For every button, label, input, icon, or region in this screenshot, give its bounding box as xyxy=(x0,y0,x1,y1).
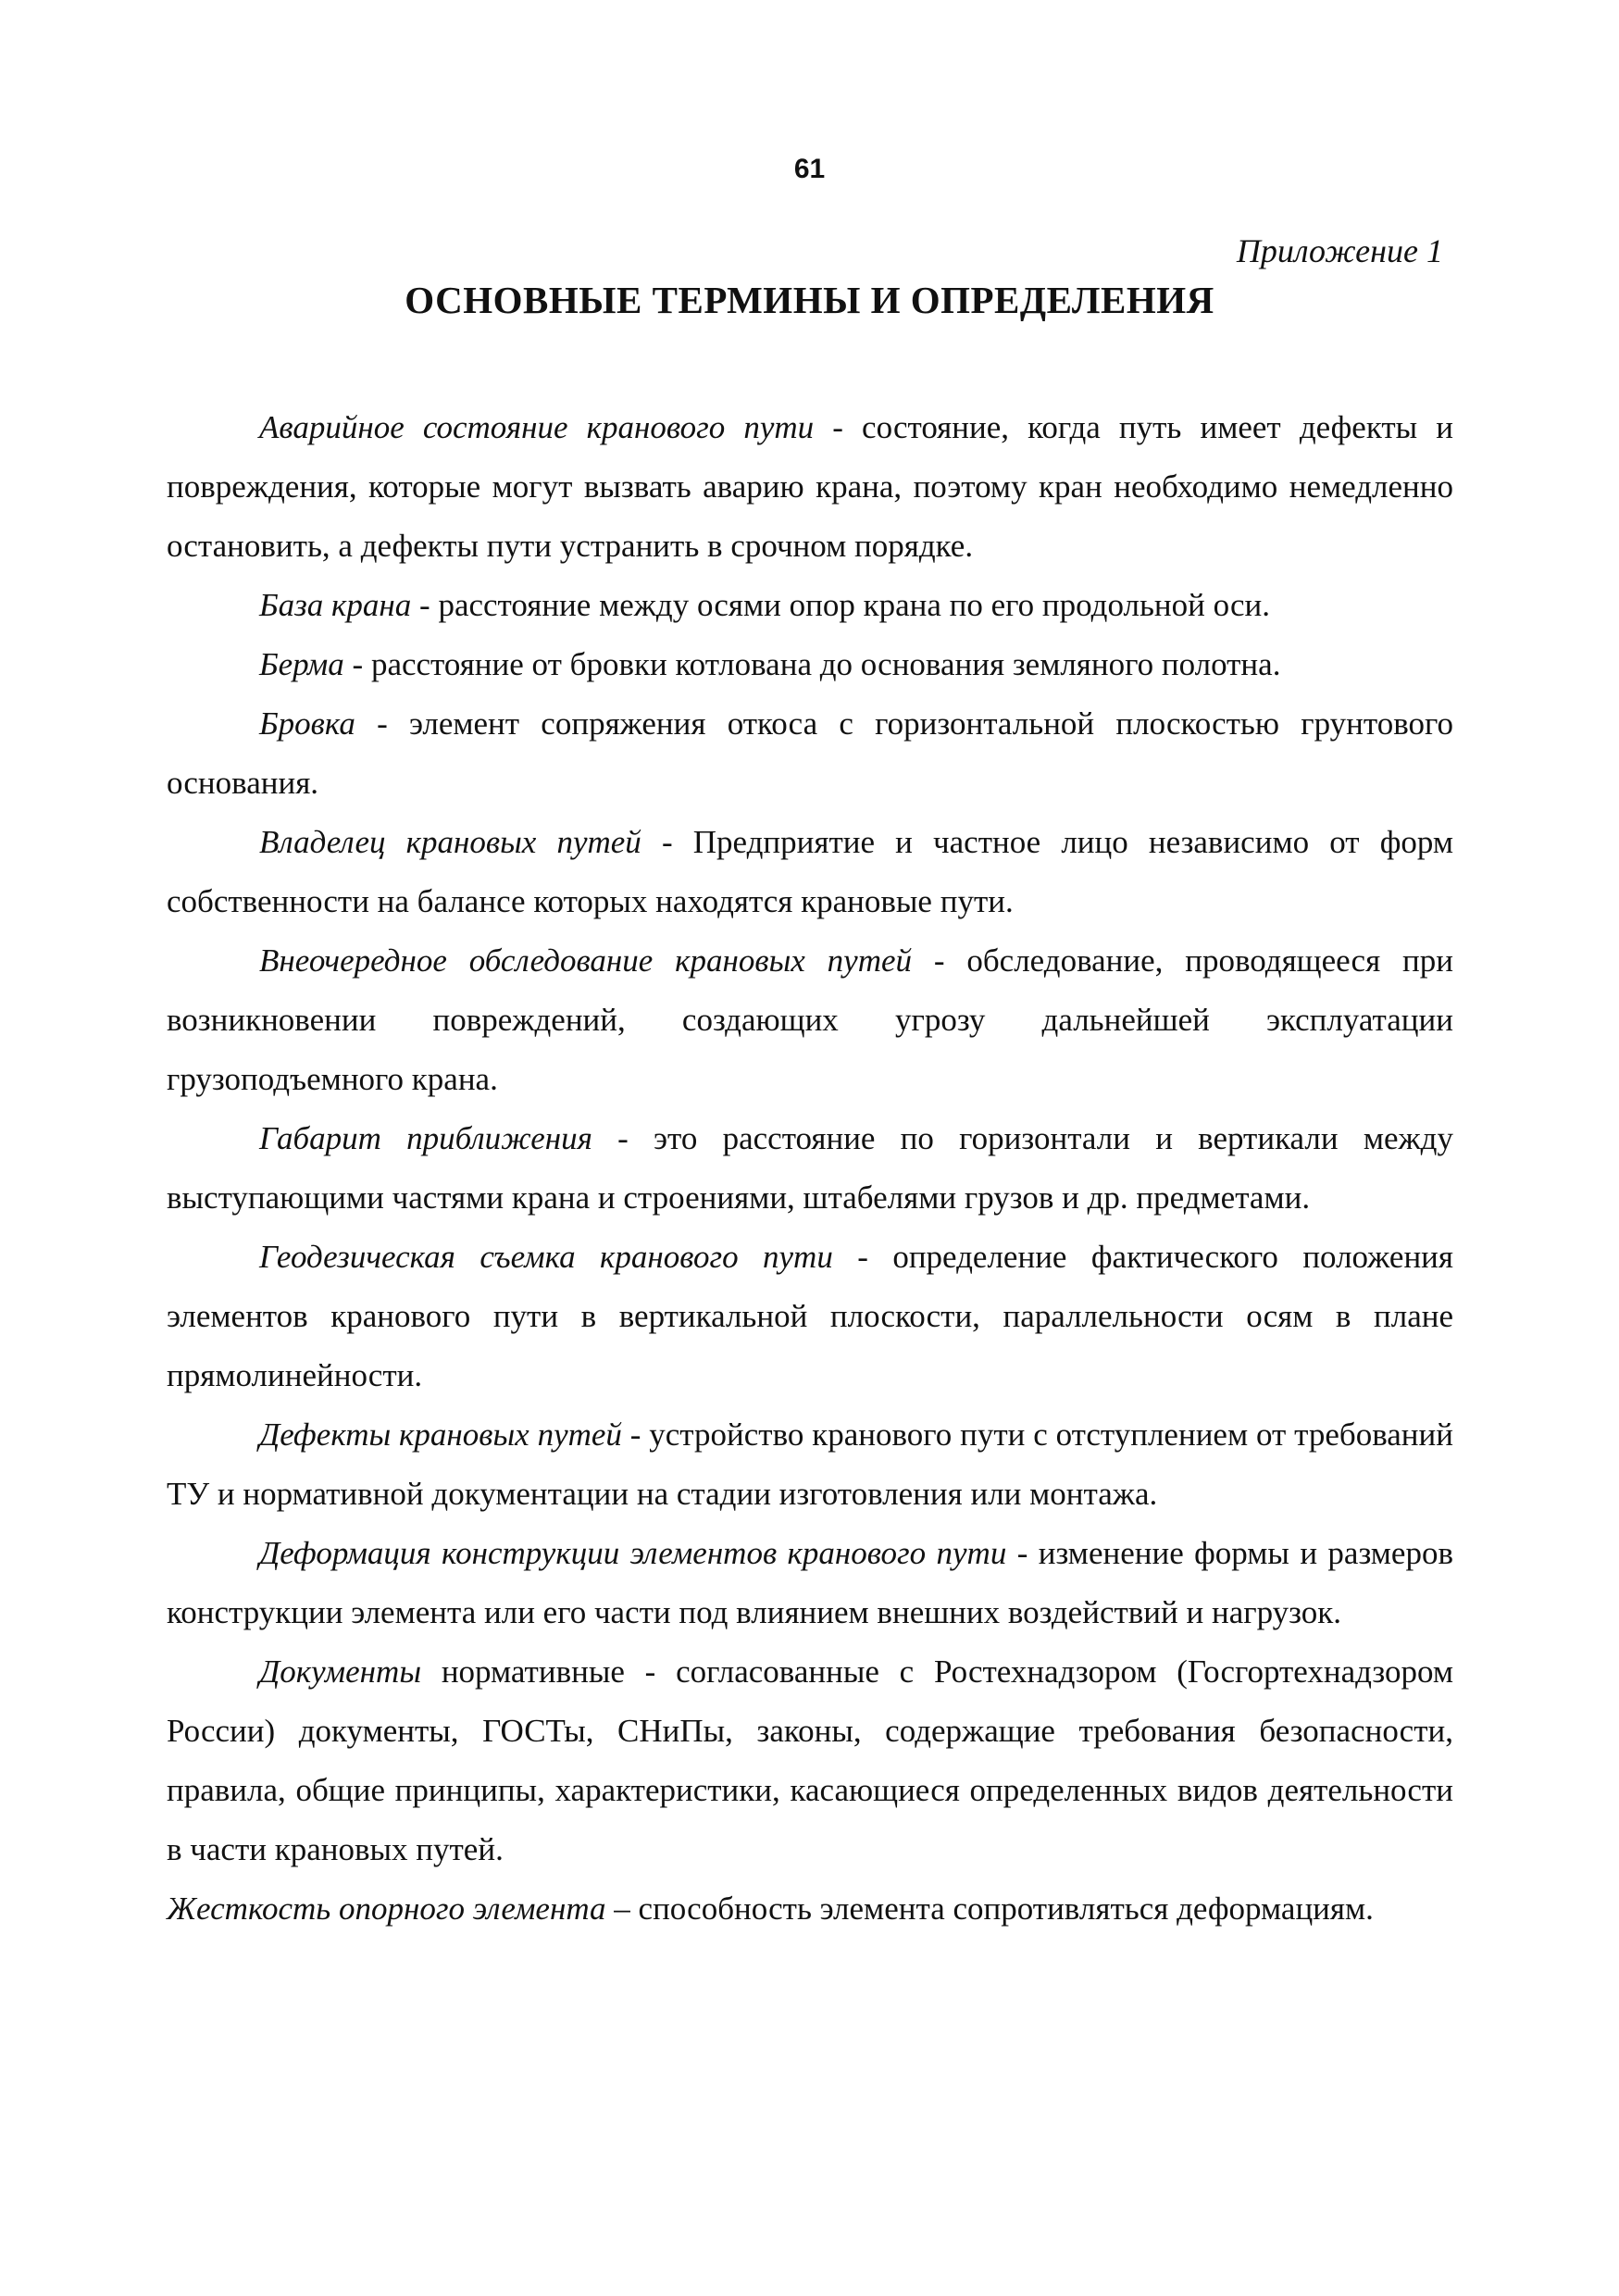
definitions-list xyxy=(167,398,1453,1939)
definition-text: Предприятие и частное лицо независимо от форм собственности на балансе которых находятся крановые пути. xyxy=(167,824,1453,919)
definition-entry xyxy=(167,1109,1453,1228)
term: Геодезическая съемка кранового пути - xyxy=(259,1239,868,1275)
definition-text: - обследование, проводящееся при возникновении повреждений, создающих угрозу дальнейшей эксплуатации грузоподъемного крана. xyxy=(167,942,1453,1097)
definition-text: нормативные - согласованные с Ростехнадзором (Госгортехнадзором России) документы, ГОСТы, СНиПы, законы, содержащие требования безопасности, правила, общие принципы, характеристики, касающиеся определенных видов деятельности в части крановых путей. xyxy=(167,1653,1453,1867)
appendix-label: Приложение 1 xyxy=(1236,232,1443,269)
definition-entry xyxy=(167,398,1453,576)
definition-text: элемент сопряжения откоса с горизонтальной плоскостью грунтового основания. xyxy=(167,705,1453,801)
term: Берма - xyxy=(259,646,364,682)
definition-text: изменение формы и размеров конструкции элемента или его части под влиянием внешних воздействий и нагрузок. xyxy=(167,1535,1453,1630)
term: Аварийное состояние кранового пути - xyxy=(259,409,843,445)
definition-entry xyxy=(167,813,1453,931)
definition-text: это расстояние по горизонтали и вертикали между выступающими частями крана и строениями, штабелями грузов и др. предметами. xyxy=(167,1120,1453,1216)
definition-text: расстояние от бровки котлована до основания земляного полотна. xyxy=(363,646,1281,682)
definition-entry xyxy=(167,1228,1453,1405)
term: Владелец крановых путей - xyxy=(259,824,673,860)
term: Деформация конструкции элементов кранового пути - xyxy=(259,1535,1028,1571)
term: Жесткость опорного элемента xyxy=(167,1890,606,1927)
term: Бровка - xyxy=(259,705,388,742)
definition-text: состояние, когда путь имеет дефекты и повреждения, которые могут вызвать аварию крана, поэтому кран необходимо немедленно остановить, а дефекты пути устранить в срочном порядке. xyxy=(167,409,1454,564)
page-title: ОСНОВНЫЕ ТЕРМИНЫ И ОПРЕДЕЛЕНИЯ xyxy=(405,279,1214,321)
definition-text: устройство кранового пути с отступлением от требований ТУ и нормативной документации на стадии изготовления или монтажа. xyxy=(167,1416,1453,1512)
definition-entry xyxy=(167,931,1453,1109)
definition-text: расстояние между осями опор крана по его продольной оси. xyxy=(430,587,1271,623)
term: Дефекты крановых путей - xyxy=(259,1416,641,1453)
definition-entry xyxy=(167,694,1453,813)
page-number: 61 xyxy=(793,154,826,184)
definition-text: определение фактического положения элементов кранового пути в вертикальной плоскости, параллельности осям в плане прямолинейности. xyxy=(167,1239,1454,1393)
definition-entry xyxy=(167,1524,1453,1642)
term: Документы xyxy=(259,1653,422,1690)
term: База крана - xyxy=(259,587,430,623)
definition-entry xyxy=(167,1879,1453,1939)
term: Габарит приближения - xyxy=(259,1120,629,1156)
definition-entry xyxy=(167,635,1453,694)
definition-text: – способность элемента сопротивляться деформациям. xyxy=(605,1890,1374,1927)
definition-entry xyxy=(167,1642,1453,1879)
definition-entry xyxy=(167,1405,1453,1524)
definition-entry xyxy=(167,576,1453,635)
term: Внеочередное обследование крановых путей xyxy=(259,942,913,979)
